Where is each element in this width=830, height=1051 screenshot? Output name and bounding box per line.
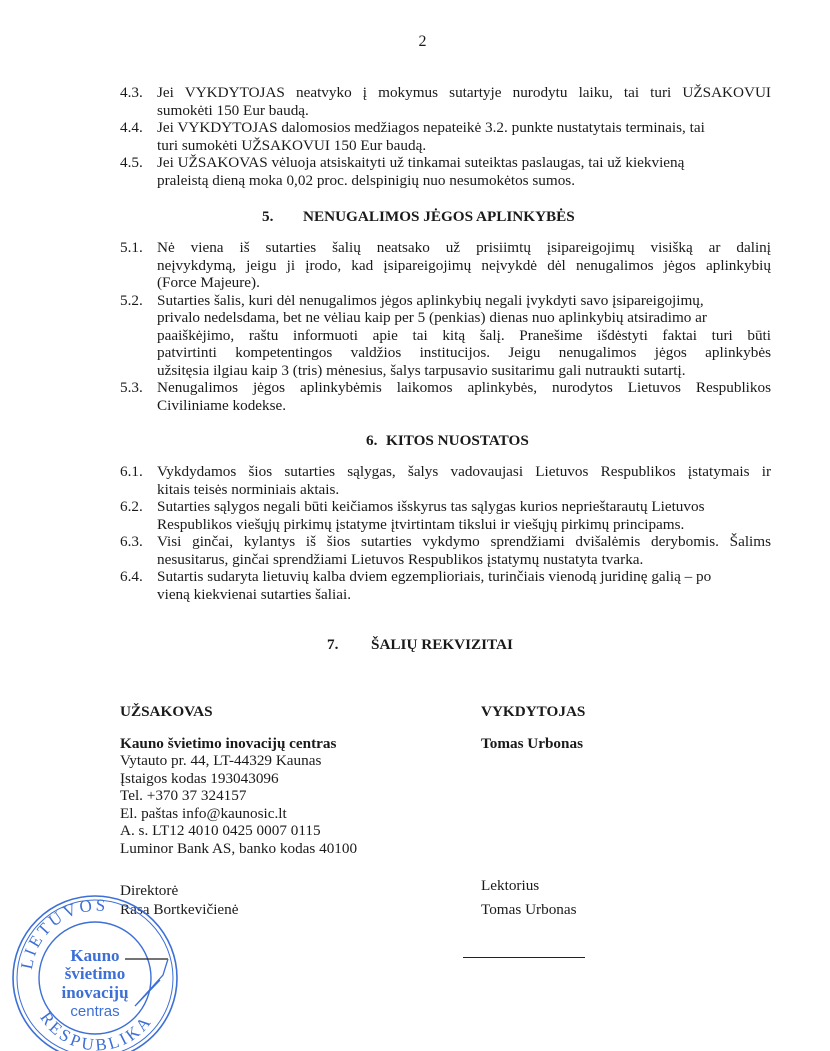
page-number: 2 (418, 33, 427, 50)
clause (120, 379, 771, 414)
clause-text-line: Jei VYKDYTOJAS neatvyko į mokymus sutartyje nurodytu laiku, tai turi UŽSAKOVUI (157, 84, 771, 101)
clause (120, 292, 771, 380)
clause-number: 6.4. (120, 568, 143, 585)
section-title: NENUGALIMOS JĖGOS APLINKYBĖS (303, 207, 575, 225)
contractor-signer-name: Tomas Urbonas (481, 901, 577, 918)
clause-text-line: Sutartis sudaryta lietuvių kalba dviem egzemplioriais, turinčiais vienodą juridinę galią – po (157, 568, 712, 585)
clause (120, 119, 771, 154)
clause (120, 84, 771, 119)
clause-number: 5.1. (120, 239, 143, 256)
signature-line (463, 957, 585, 958)
clause-text-line: Civiliniame kodekse. (157, 396, 287, 414)
clause-number: 5.2. (120, 291, 143, 309)
customer-details (120, 752, 357, 857)
clause-text-line: (Force Majeure). (157, 274, 260, 291)
clause-text-line: patvirtinti kompetentingos valdžios institucijos. Jeigu nenugalimos jėgos aplinkybės (157, 344, 771, 361)
customer-detail-line: Luminor Bank AS, banko kodas 40100 (120, 839, 358, 857)
clause-text-line: Vykdydamos šios sutarties sąlygas, šalys vadovaujasi Lietuvos Respublikos įstatymais ir (157, 463, 771, 480)
clause-number: 5.3. (120, 379, 143, 396)
clause-text-line: paaiškėjimo, raštu informuoti apie tai kitą šalį. Pranešime išdėstyti faktai turi būti (157, 326, 771, 344)
customer-signer-name: Rasa Bortkevičienė (120, 901, 239, 918)
official-stamp (0, 880, 260, 1051)
clause-number: 6.3. (120, 533, 143, 550)
clause (120, 498, 771, 533)
section-heading (120, 432, 771, 450)
clause (120, 463, 771, 498)
customer-signer-title: Direktorė (120, 882, 179, 899)
clause-text-line: neįvykdymą, jeigu ji įrodo, kad įsipareigojimų neįvykdė dėl nenugalimos jėgos aplinkybių (157, 256, 771, 274)
stamp-inner-line: centras (70, 1003, 120, 1020)
clause-text-line: Nė viena iš sutarties šalių neatsako už prisiimtų įsipareigojimų visišką ar dalinį (157, 239, 771, 256)
contractor-name: Tomas Urbonas (481, 735, 583, 752)
clause-text-line: Respublikos viešųjų pirkimų įstatyme įtvirtintam tikslui ir viešųjų pirkimų principams. (157, 515, 685, 533)
clause (120, 154, 771, 189)
clause (120, 239, 771, 292)
section-heading-7 (0, 636, 830, 654)
customer-detail-line: Įstaigos kodas 193043096 (120, 769, 279, 787)
section-heading (120, 208, 771, 226)
clause-text-line: kitais teisės norminiais aktais. (157, 480, 340, 498)
clause-text-line: turi sumokėti UŽSAKOVUI 150 Eur baudą. (157, 136, 427, 154)
clause-number: 4.5. (120, 154, 143, 171)
clause-text-line: nesusitarus, ginčai sprendžiami Lietuvos Respublikos įstatymų nustatyta tvarka. (157, 550, 644, 568)
contract-body (120, 84, 771, 603)
clause-number: 4.4. (120, 119, 143, 136)
clause-text-line: Sutarties sąlygos negali būti keičiamos išskyrus tas sąlygas kurios neprieštarautų Lietuvos (157, 498, 705, 515)
clause-text-line: Nenugalimos jėgos aplinkybėmis laikomos aplinkybės, nurodytos Lietuvos Respublikos (157, 379, 771, 396)
clause-text-line: vieną kiekvienai sutarties šaliai. (157, 585, 351, 603)
clause (120, 568, 771, 603)
clause (120, 533, 771, 568)
customer-detail-line: Tel. +370 37 324157 (120, 787, 247, 804)
stamp-inner-line: švietimo (64, 964, 126, 983)
stamp-inner-line: inovacijų (61, 983, 129, 1002)
customer-name: Kauno švietimo inovacijų centras (120, 735, 337, 752)
stamp-top-text: LIETUVOS (16, 895, 109, 971)
clause-text-line: užsitęsia ilgiau kaip 3 (tris) mėnesius, šalys tarpusavio susitarimu gali nutraukti sutartį. (157, 361, 686, 379)
contractor-signer-title: Lektorius (481, 877, 540, 894)
stamp-inner-line: Kauno (70, 946, 120, 965)
section-number: 7. (327, 636, 339, 653)
section-number: 6. (366, 431, 378, 449)
clause-text-line: privalo nedelsdama, bet ne vėliau kaip per 5 (penkias) dienas nuo aplinkybių atsiradimo ar (157, 309, 707, 326)
clause-text-line: Visi ginčai, kylantys iš šios sutarties vykdymo sprendžiami dvišalėmis derybomis. Šalims (157, 533, 771, 550)
customer-detail-line: Vytauto pr. 44, LT-44329 Kaunas (120, 752, 322, 769)
clause-text-line: praleistą dieną moka 0,02 proc. delspinigių nuo nesumokėtos sumos. (157, 171, 576, 189)
clause-text-line: Jei VYKDYTOJAS dalomosios medžiagos nepateikė 3.2. punkte nustatytais terminais, tai (157, 119, 705, 136)
customer-detail-line: A. s. LT12 4010 0425 0007 0115 (120, 822, 321, 839)
section-number: 5. (262, 207, 274, 225)
clause-text-line: Jei UŽSAKOVAS vėluoja atsiskaityti už tinkamai suteiktas paslaugas, tai už kiekvieną (157, 154, 685, 171)
clause-number: 6.1. (120, 463, 143, 480)
contractor-role: VYKDYTOJAS (481, 703, 586, 720)
customer-detail-line: El. paštas info@kaunosic.lt (120, 804, 287, 822)
clause-text-line: sumokėti 150 Eur baudą. (157, 101, 309, 119)
stamp-bottom-text: RESPUBLIKA (36, 1008, 157, 1051)
section-title: ŠALIŲ REKVIZITAI (371, 636, 513, 653)
clause-text-line: Sutarties šalis, kuri dėl nenugalimos jėgos aplinkybių negali įvykdyti savo įsipareigojimų, (157, 291, 704, 309)
customer-role: UŽSAKOVAS (120, 703, 213, 720)
section-title: KITOS NUOSTATOS (386, 431, 529, 449)
clause-number: 6.2. (120, 498, 143, 515)
clause-number: 4.3. (120, 84, 143, 101)
